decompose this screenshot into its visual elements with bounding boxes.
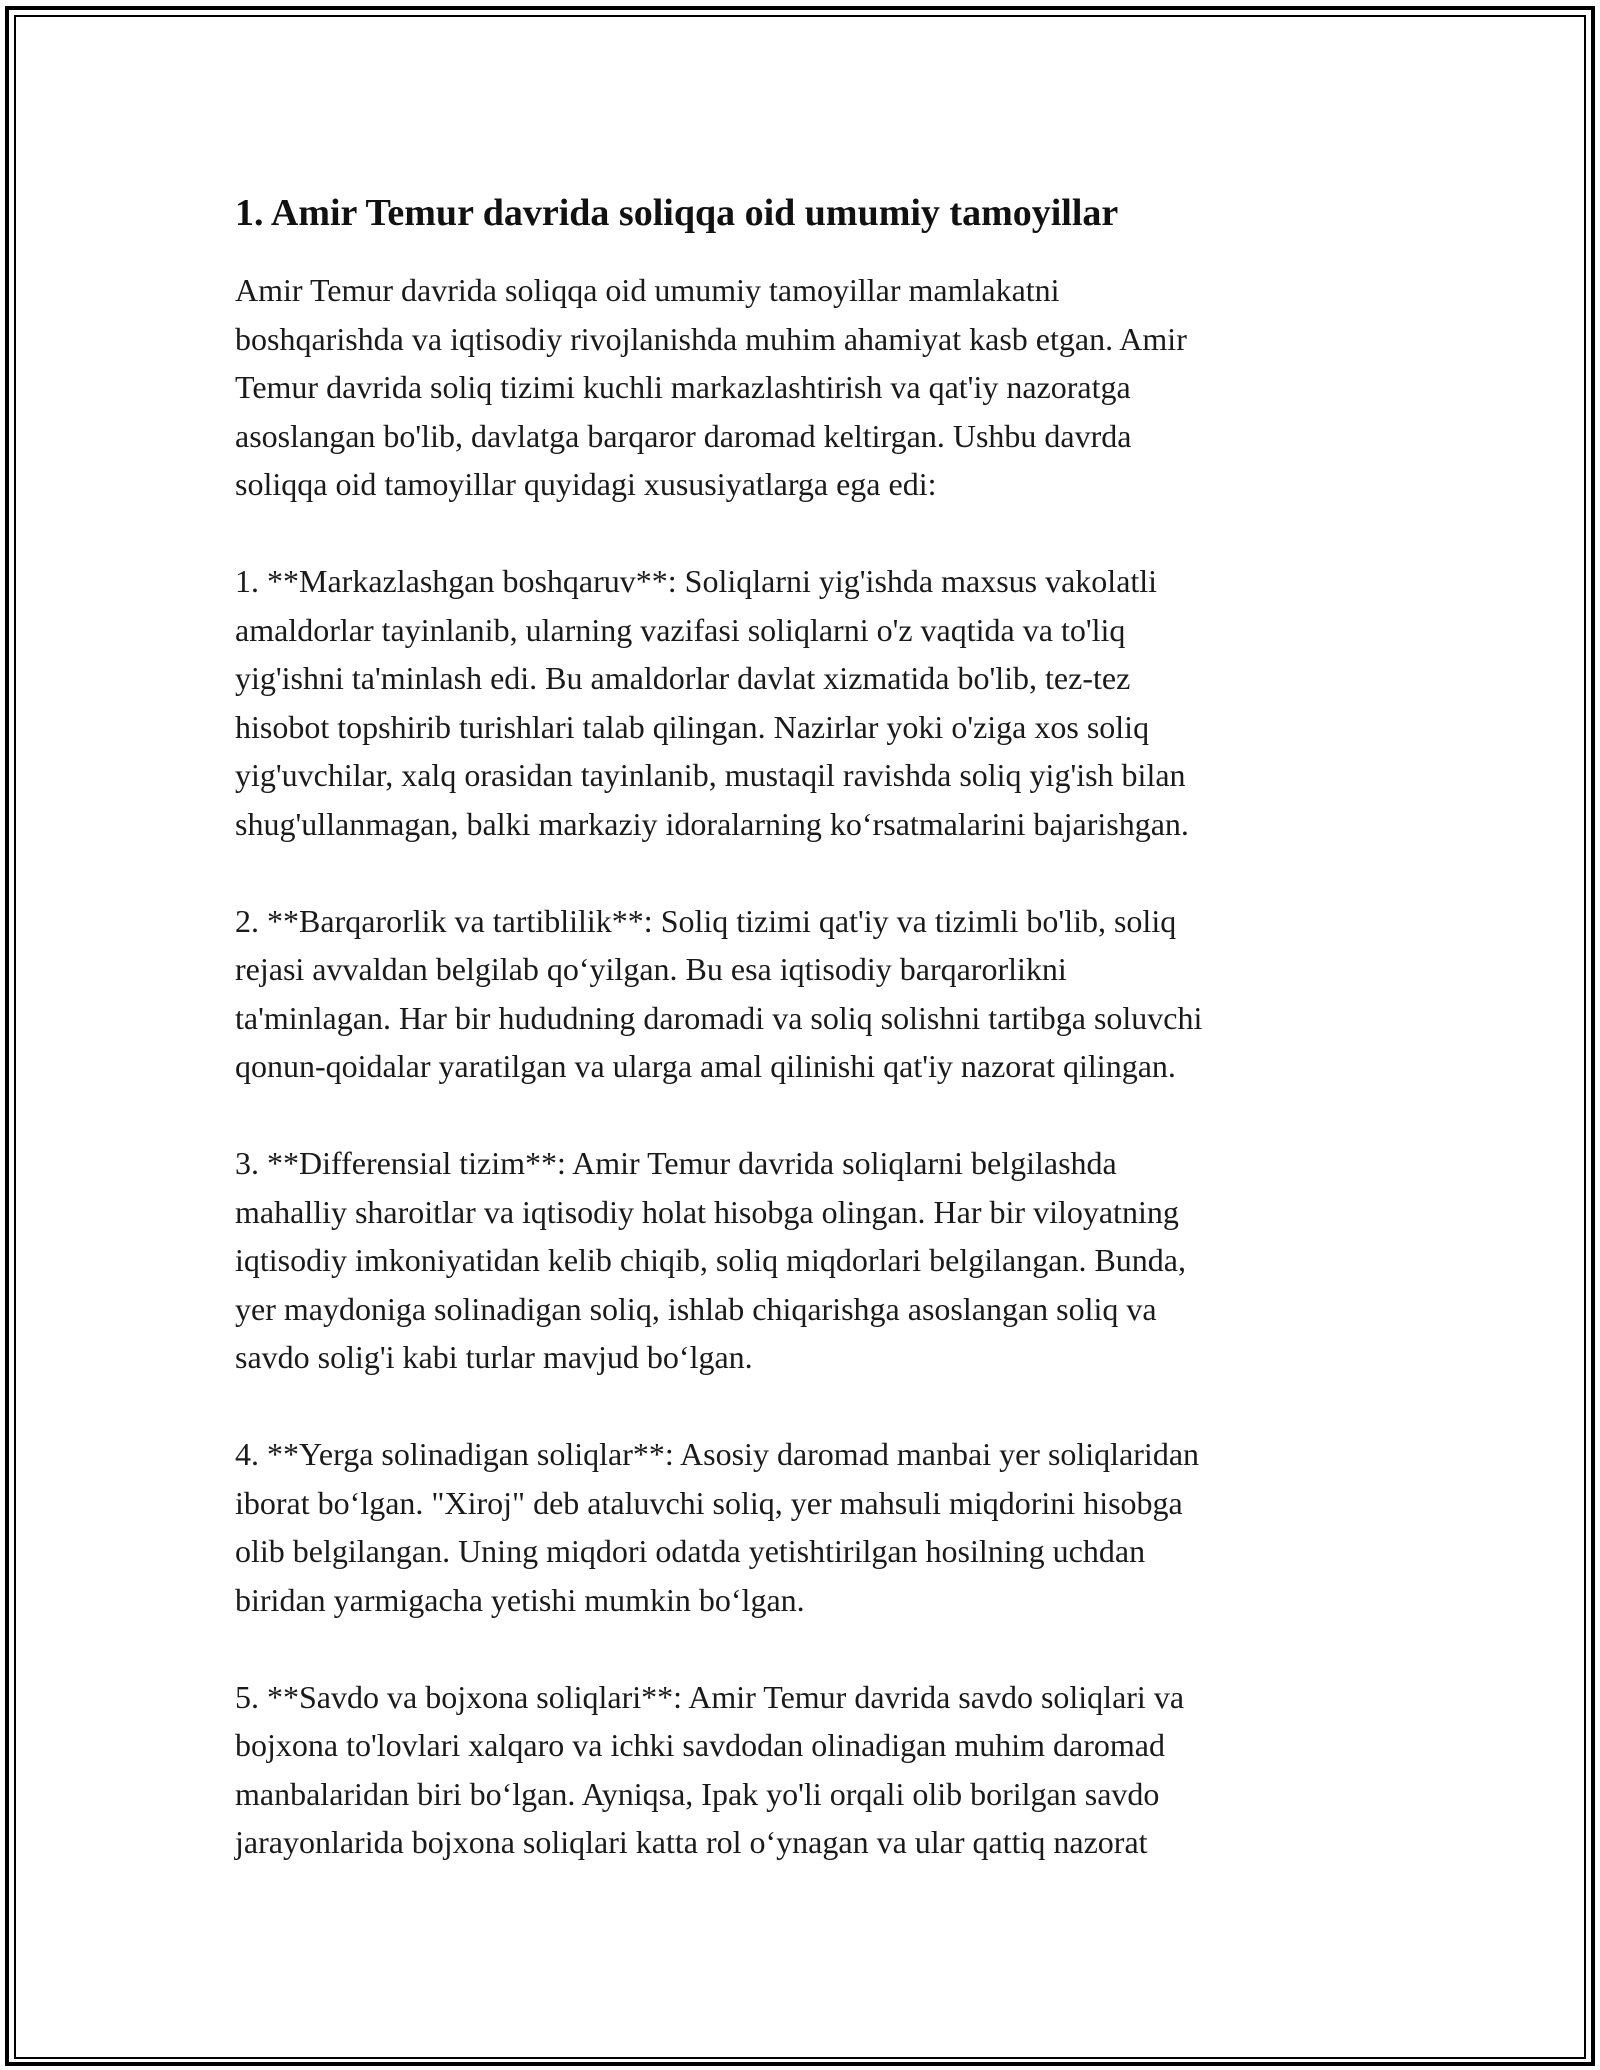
section-heading: 1. Amir Temur davrida soliqqa oid umumiy tamoyillar — [235, 192, 1119, 234]
list-item-2: 2. **Barqarorlik va tartiblilik**: Soliq tizimi qat'iy va tizimli bo'lib, soliq rejasi avvaldan belgilab qo‘yilgan. Bu esa iqtisodiy barqarorlikni ta'minlagan. Har bir hududning daromadi va soliq solishni tartibga soluvchi qonun-qoidalar yaratilgan va ularga amal qilinishi qat'iy nazorat qilingan. — [235, 902, 1203, 1084]
list-item-5: 5. **Savdo va bojxona soliqlari**: Amir Temur davrida savdo soliqlari va bojxona to'lovlari xalqaro va ichki savdodan olinadigan muhim daromad manbalaridan biri bo‘lgan. Ayniqsa, Ipak yo'li orqali olib borilgan savdo jarayonlarida bojxona soliqlari katta rol o‘ynagan va ular qattiq nazorat — [235, 1678, 1185, 1860]
list-item-3: 3. **Differensial tizim**: Amir Temur davrida soliqlarni belgilashda mahalliy sharoitlar va iqtisodiy holat hisobga olingan. Har bir viloyatning iqtisodiy imkoniyatidan kelib chiqib, soliq miqdorlari belgilangan. Bunda, yer maydoniga solinadigan soliq, ishlab chiqarishga asoslangan soliq va savdo solig'i kabi turlar mavjud bo‘lgan. — [235, 1145, 1186, 1375]
document-body — [235, 186, 1365, 1915]
list-item-4: 4. **Yerga solinadigan soliqlar**: Asosiy daromad manbai yer soliqlaridan iborat bo‘lgan. "Xiroj" deb ataluvchi soliq, yer mahsuli miqdorini hisobga olib belgilangan. Uning miqdori odatda yetishtirilgan hosilning uchdan biridan yarmigacha yetishi mumkin bo‘lgan. — [235, 1436, 1200, 1618]
intro-paragraph: Amir Temur davrida soliqqa oid umumiy tamoyillar mamlakatni boshqarishda va iqtisodiy rivojlanishda muhim ahamiyat kasb etgan. Amir Temur davrida soliq tizimi kuchli markazlashtirish va qat'iy nazoratga asoslangan bo'lib, davlatga barqaror daromad keltirgan. Ushbu davrda soliqqa oid tamoyillar quyidagi xususiyatlarga ega edi: — [235, 272, 1187, 502]
list-item-1: 1. **Markazlashgan boshqaruv**: Soliqlarni yig'ishda maxsus vakolatli amaldorlar tayinlanib, ularning vazifasi soliqlarni o'z vaqtida va to'liq yig'ishni ta'minlash edi. Bu amaldorlar davlat xizmatida bo'lib, tez-tez hisobot topshirib turishlari talab qilingan. Nazirlar yoki o'ziga xos soliq yig'uvchilar, xalq orasidan tayinlanib, mustaqil ravishda soliq yig'ish bilan shug'ullanmagan, balki markaziy idoralarning ko‘rsatmalarini bajarishgan. — [235, 563, 1189, 842]
